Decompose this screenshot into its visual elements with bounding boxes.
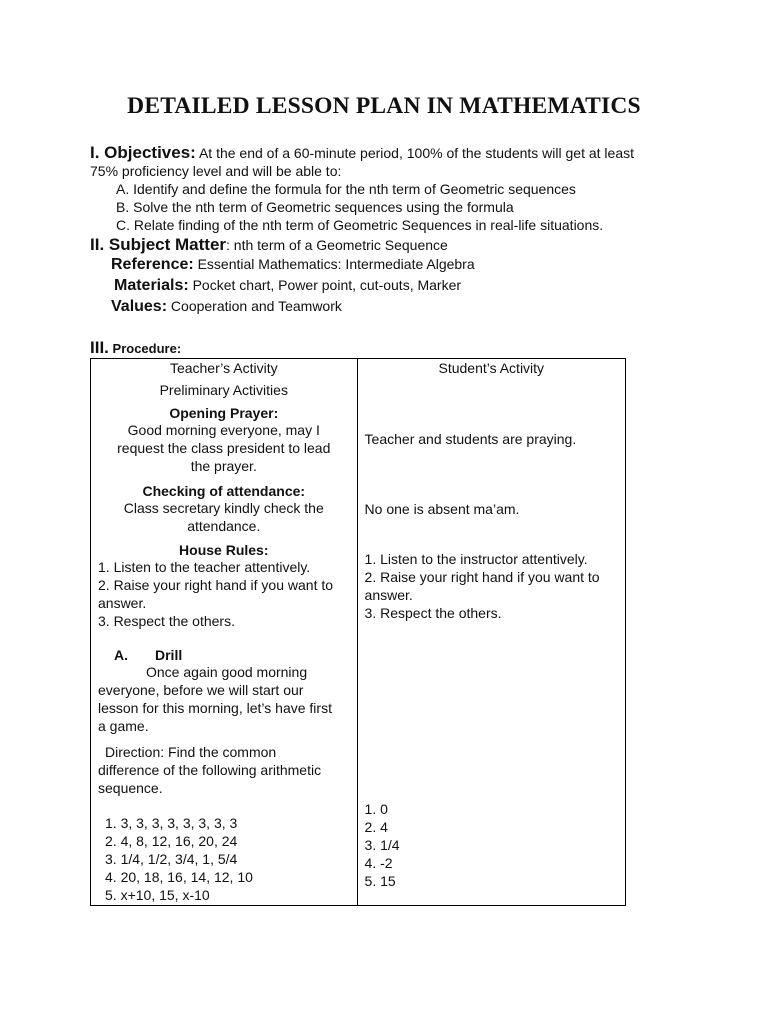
- reference-value: Essential Mathematics: Intermediate Algebra: [193, 256, 475, 272]
- objective-item: A. Identify and define the formula for the nth term of Geometric sequences: [116, 181, 576, 197]
- prayer-text: Good morning everyone, may I request the class president to lead the prayer.: [117, 422, 331, 474]
- teacher-activity-column: [91, 359, 358, 906]
- reference-label: Reference:: [111, 256, 194, 273]
- procedure-heading: [90, 338, 181, 358]
- answer-item: 2. 4: [364, 819, 388, 835]
- procedure-table: [90, 358, 626, 906]
- drill-title: Drill: [155, 647, 183, 663]
- procedure-number: III.: [90, 338, 109, 357]
- sequence-item: 1. 3, 3, 3, 3, 3, 3, 3, 3: [105, 815, 238, 831]
- objective-item: B. Solve the nth term of Geometric sequences using the formula: [116, 199, 514, 215]
- drill-text: Once again good morning everyone, before we will start our lesson for this morning, let’s have first a game.: [98, 664, 332, 734]
- drill-heading: [91, 647, 357, 663]
- attendance-heading: Checking of attendance:: [142, 483, 306, 499]
- attendance-student-response: No one is absent ma’am.: [364, 501, 520, 517]
- objective-item: C. Relate finding of the nth term of Geometric Sequences in real-life situations.: [116, 217, 604, 233]
- house-rules-heading: House Rules:: [179, 542, 269, 558]
- values-row: [111, 298, 342, 316]
- sequence-item: 4. 20, 18, 16, 14, 12, 10: [105, 869, 253, 885]
- student-activity-column: [357, 359, 625, 906]
- sequence-item: 3. 1/4, 1/2, 3/4, 1, 5/4: [105, 851, 238, 867]
- direction-text: Direction: Find the common difference of the following arithmetic sequence.: [98, 744, 322, 796]
- student-header: Student’s Activity: [438, 360, 545, 376]
- objectives-section: [90, 144, 690, 234]
- page-title: DETAILED LESSON PLAN IN MATHEMATICS: [127, 93, 641, 119]
- values-label: Values:: [111, 298, 168, 315]
- objectives-intro-2: 75% proficiency level and will be able to:: [90, 163, 342, 179]
- house-rules-teacher: 1. Listen to the teacher attentively. 2. Raise your right hand if you want to answer. 3. Respect the others.: [98, 559, 334, 629]
- sequence-item: 2. 4, 8, 12, 16, 20, 24: [105, 833, 238, 849]
- materials-row: [114, 277, 461, 295]
- teacher-header: Teacher’s Activity: [169, 360, 278, 376]
- reference-row: [111, 256, 475, 274]
- house-rules-student: 1. Listen to the instructor attentively. 2. Raise your right hand if you want to answer. 3. Respect the others.: [364, 551, 600, 621]
- sequence-list: [91, 814, 357, 904]
- answer-item: 3. 1/4: [364, 837, 400, 853]
- drill-letter: A.: [114, 647, 128, 663]
- materials-value: Pocket chart, Power point, cut-outs, Marker: [188, 277, 462, 293]
- objectives-intro-1: At the end of a 60-minute period, 100% of the students will get at least: [195, 145, 634, 161]
- objectives-list: [90, 180, 690, 234]
- answer-item: 1. 0: [364, 801, 388, 817]
- procedure-label: Procedure:: [108, 341, 182, 356]
- answer-list: [358, 800, 625, 890]
- answer-item: 5. 15: [364, 873, 396, 889]
- preliminary-activities: Preliminary Activities: [159, 382, 288, 398]
- prayer-heading: Opening Prayer:: [169, 405, 279, 421]
- subject-heading: II. Subject Matter: [90, 235, 227, 254]
- materials-label: Materials:: [114, 277, 189, 294]
- subject-text: : nth term of a Geometric Sequence: [226, 237, 448, 253]
- attendance-text: Class secretary kindly check the attendance.: [123, 500, 324, 534]
- objectives-heading: I. Objectives:: [90, 143, 196, 162]
- sequence-item: 5. x+10, 15, x-10: [105, 887, 210, 903]
- prayer-student-response: Teacher and students are praying.: [364, 431, 577, 447]
- values-value: Cooperation and Teamwork: [167, 298, 342, 314]
- answer-item: 4. -2: [364, 855, 393, 871]
